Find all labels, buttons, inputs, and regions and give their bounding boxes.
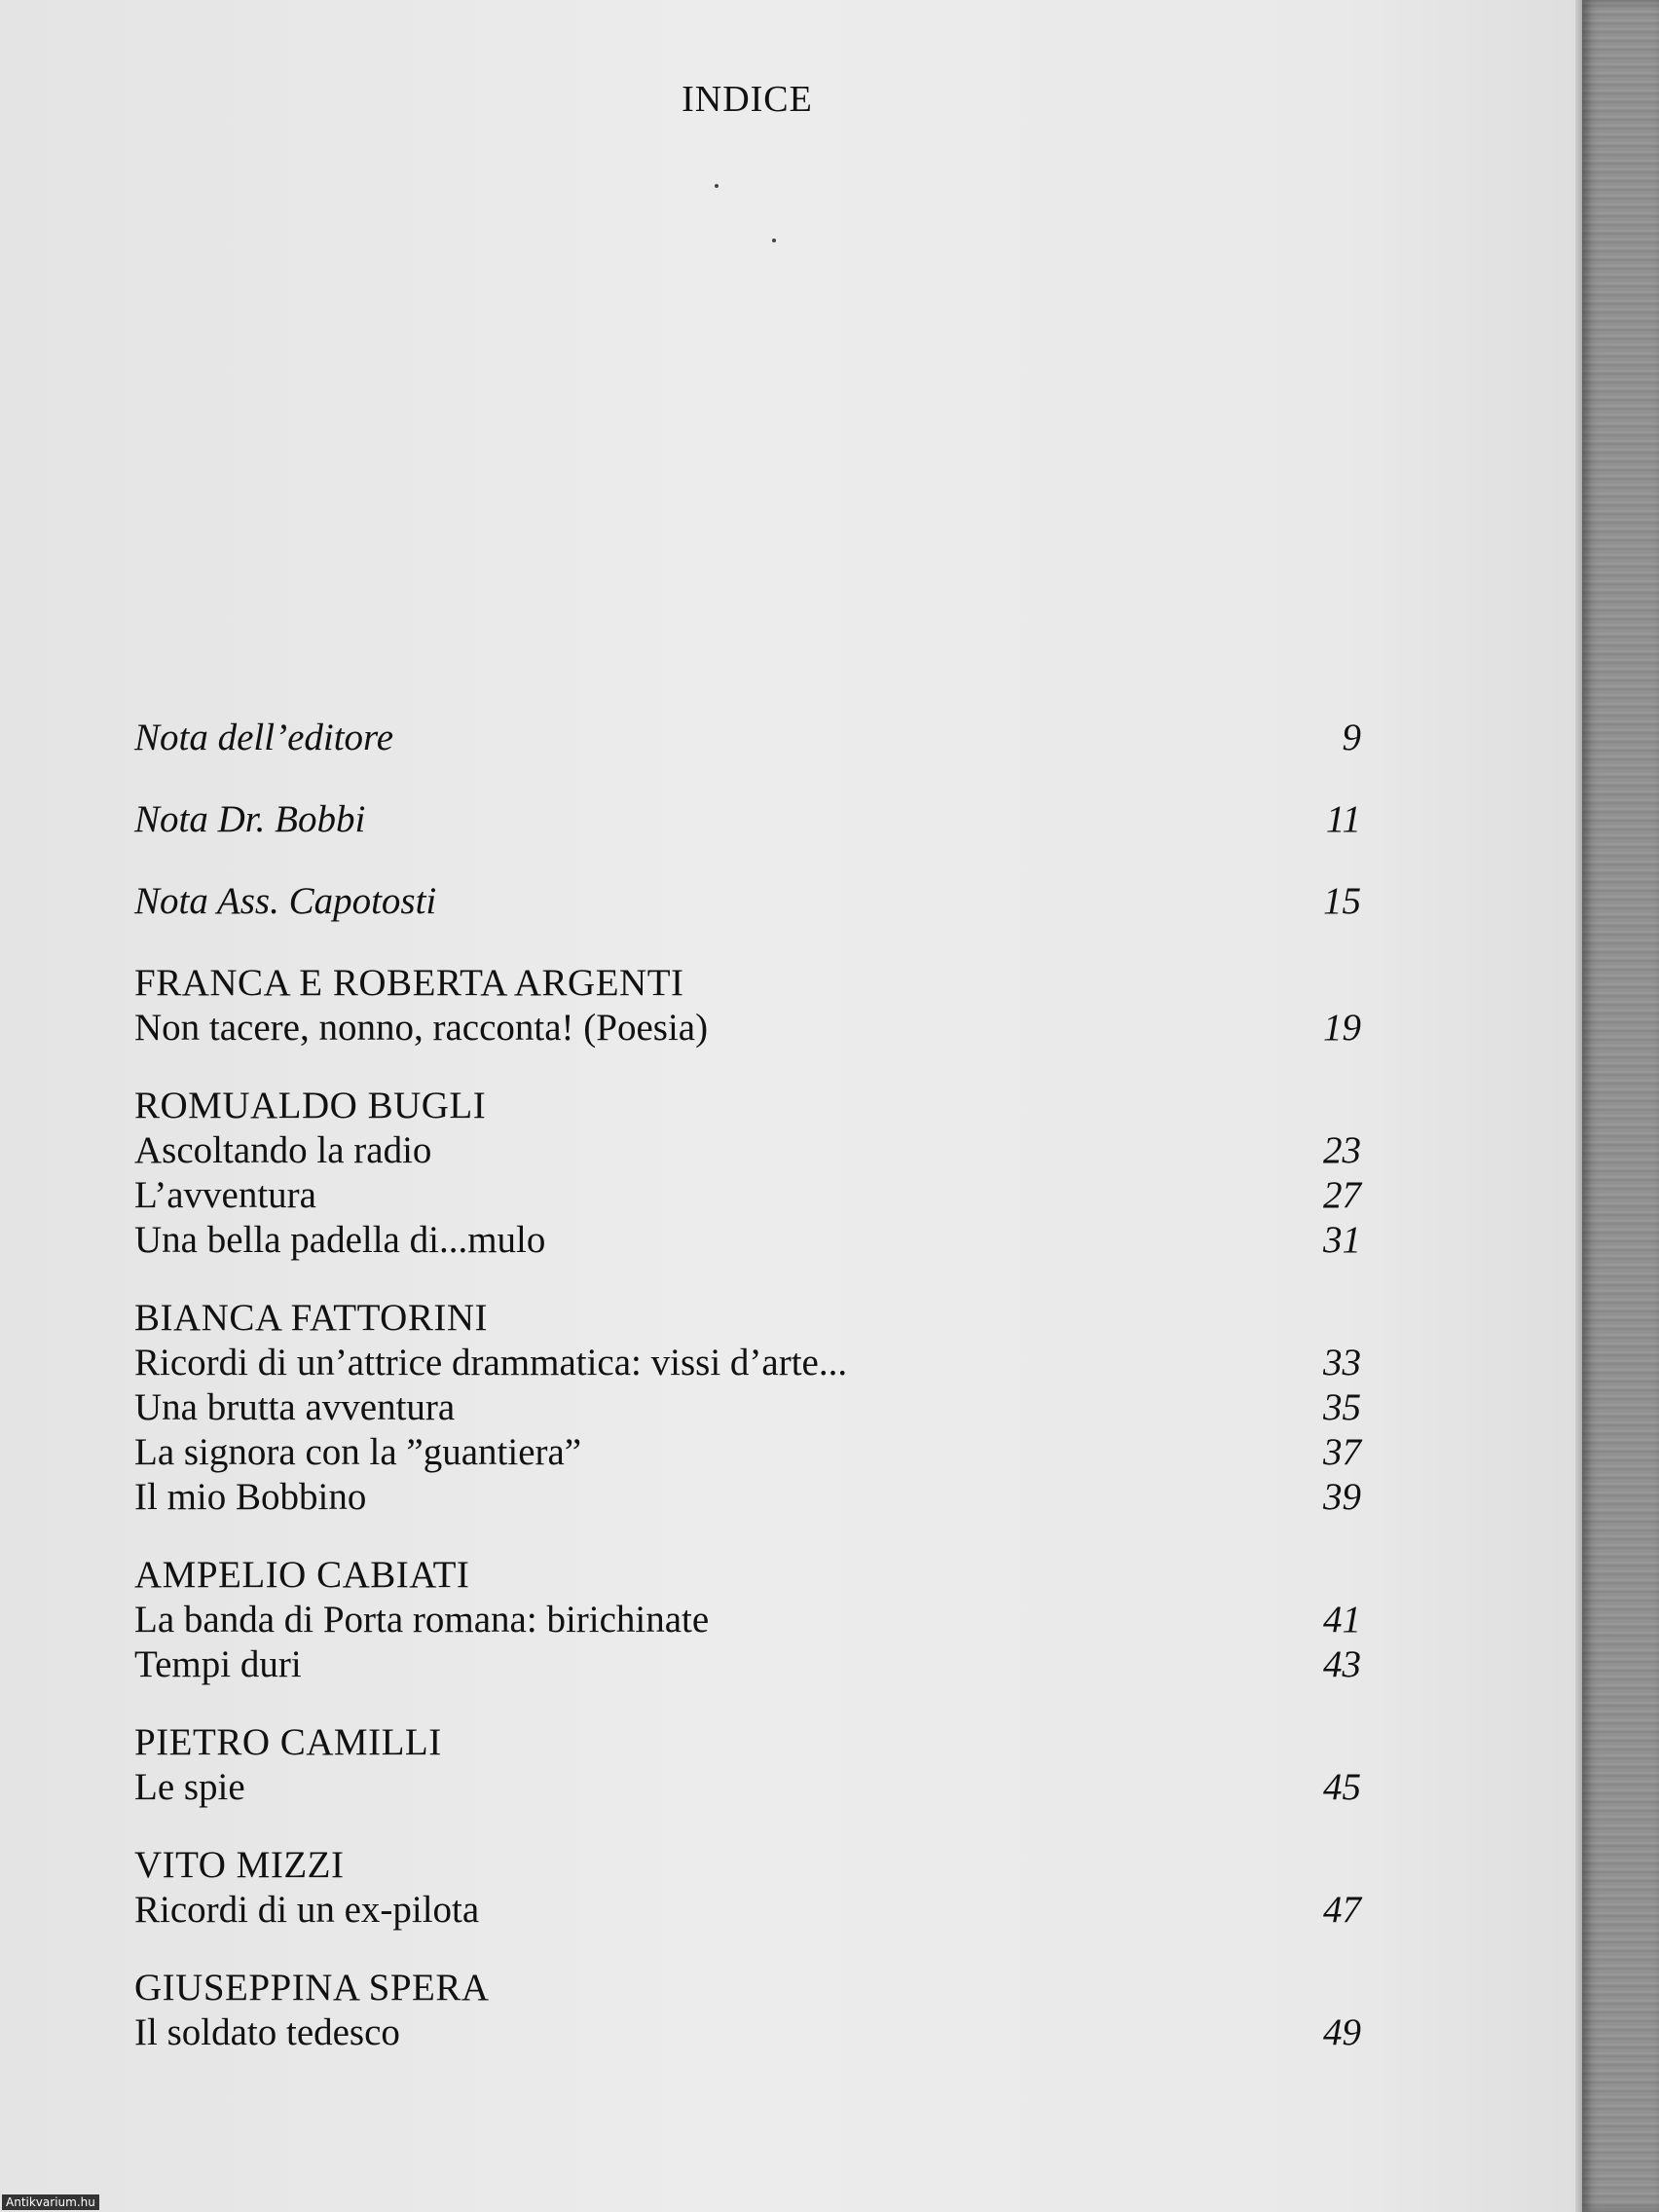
toc-entry[interactable] xyxy=(134,1765,1361,1810)
toc-entry[interactable] xyxy=(134,1430,1361,1475)
entry-title: Nota Ass. Capotosti xyxy=(134,880,437,922)
page-number: 15 xyxy=(1323,880,1361,922)
section-fattorini xyxy=(134,1296,1361,1520)
toc-entry[interactable] xyxy=(134,1006,1361,1051)
entry-title: Ricordi di un ex-pilota xyxy=(134,1889,480,1931)
page-number: 23 xyxy=(1323,1129,1361,1171)
entry-title: Ricordi di un’attrice drammatica: vissi d’arte... xyxy=(134,1342,848,1383)
author-heading: BIANCA FATTORINI xyxy=(134,1297,488,1339)
section-cabiati xyxy=(134,1553,1361,1687)
page-number: 49 xyxy=(1323,2011,1361,2053)
entry-title: La signora con la ”guantiera” xyxy=(134,1431,582,1473)
author-heading: ROMUALDO BUGLI xyxy=(134,1085,487,1126)
section-bugli xyxy=(134,1084,1361,1263)
watermark-label: Antikvarium.hu xyxy=(2,2194,99,2210)
page-number: 39 xyxy=(1323,1476,1361,1518)
toc-entry-note-editor[interactable] xyxy=(134,716,1361,760)
page-number: 41 xyxy=(1323,1599,1361,1641)
section-argenti xyxy=(134,961,1361,1051)
toc-entry-note-bobbi[interactable] xyxy=(134,797,1361,842)
author-heading: VITO MIZZI xyxy=(134,1844,345,1886)
entry-title: Non tacere, nonno, racconta! (Poesia) xyxy=(134,1007,709,1049)
page-number: 19 xyxy=(1323,1007,1361,1049)
section-mizzi xyxy=(134,1843,1361,1933)
page-number: 43 xyxy=(1323,1643,1361,1685)
entry-title: Il soldato tedesco xyxy=(134,2011,400,2053)
toc-entry[interactable] xyxy=(134,1341,1361,1385)
toc-entry[interactable] xyxy=(134,1642,1361,1687)
entry-title: Il mio Bobbino xyxy=(134,1476,367,1518)
toc-entry[interactable] xyxy=(134,1475,1361,1520)
entry-title: Una brutta avventura xyxy=(134,1386,456,1428)
toc-entry[interactable] xyxy=(134,1385,1361,1430)
page-number: 35 xyxy=(1323,1386,1361,1428)
page-edge xyxy=(1575,0,1582,2212)
author-heading: FRANCA E ROBERTA ARGENTI xyxy=(134,962,684,1004)
toc-entry[interactable] xyxy=(134,1218,1361,1263)
book-spine-edge xyxy=(1582,0,1659,2212)
toc-entry-note-capotosti[interactable] xyxy=(134,879,1361,924)
page-number: 37 xyxy=(1323,1431,1361,1473)
toc-entry[interactable] xyxy=(134,1888,1361,1933)
author-heading: PIETRO CAMILLI xyxy=(134,1721,442,1763)
author-heading: GIUSEPPINA SPERA xyxy=(134,1967,490,2009)
page-number: 9 xyxy=(1342,717,1361,758)
toc-entry[interactable] xyxy=(134,1173,1361,1218)
page-number: 31 xyxy=(1323,1219,1361,1261)
page-number: 27 xyxy=(1323,1174,1361,1216)
entry-title: Tempi duri xyxy=(134,1643,302,1685)
page-number: 33 xyxy=(1323,1342,1361,1383)
page-number: 11 xyxy=(1325,798,1361,840)
entry-title: Nota dell’editore xyxy=(134,717,394,758)
section-camilli xyxy=(134,1720,1361,1810)
page-number: 47 xyxy=(1323,1889,1361,1931)
toc-entry[interactable] xyxy=(134,1598,1361,1642)
section-spera xyxy=(134,1966,1361,2055)
author-heading: AMPELIO CABIATI xyxy=(134,1554,470,1596)
toc-entry[interactable] xyxy=(134,2010,1361,2055)
entry-title: Ascoltando la radio xyxy=(134,1129,432,1171)
entry-title: L’avventura xyxy=(134,1174,316,1216)
page-title: INDICE xyxy=(682,79,813,120)
notes-block xyxy=(134,716,1361,924)
speck-mark xyxy=(772,239,776,242)
speck-mark xyxy=(715,184,719,188)
page-number: 45 xyxy=(1323,1766,1361,1808)
entry-title: Una bella padella di...mulo xyxy=(134,1219,546,1261)
table-of-contents xyxy=(134,716,1361,2088)
toc-entry[interactable] xyxy=(134,1128,1361,1173)
entry-title: La banda di Porta romana: birichinate xyxy=(134,1599,710,1641)
entry-title: Le spie xyxy=(134,1766,245,1808)
entry-title: Nota Dr. Bobbi xyxy=(134,798,366,840)
